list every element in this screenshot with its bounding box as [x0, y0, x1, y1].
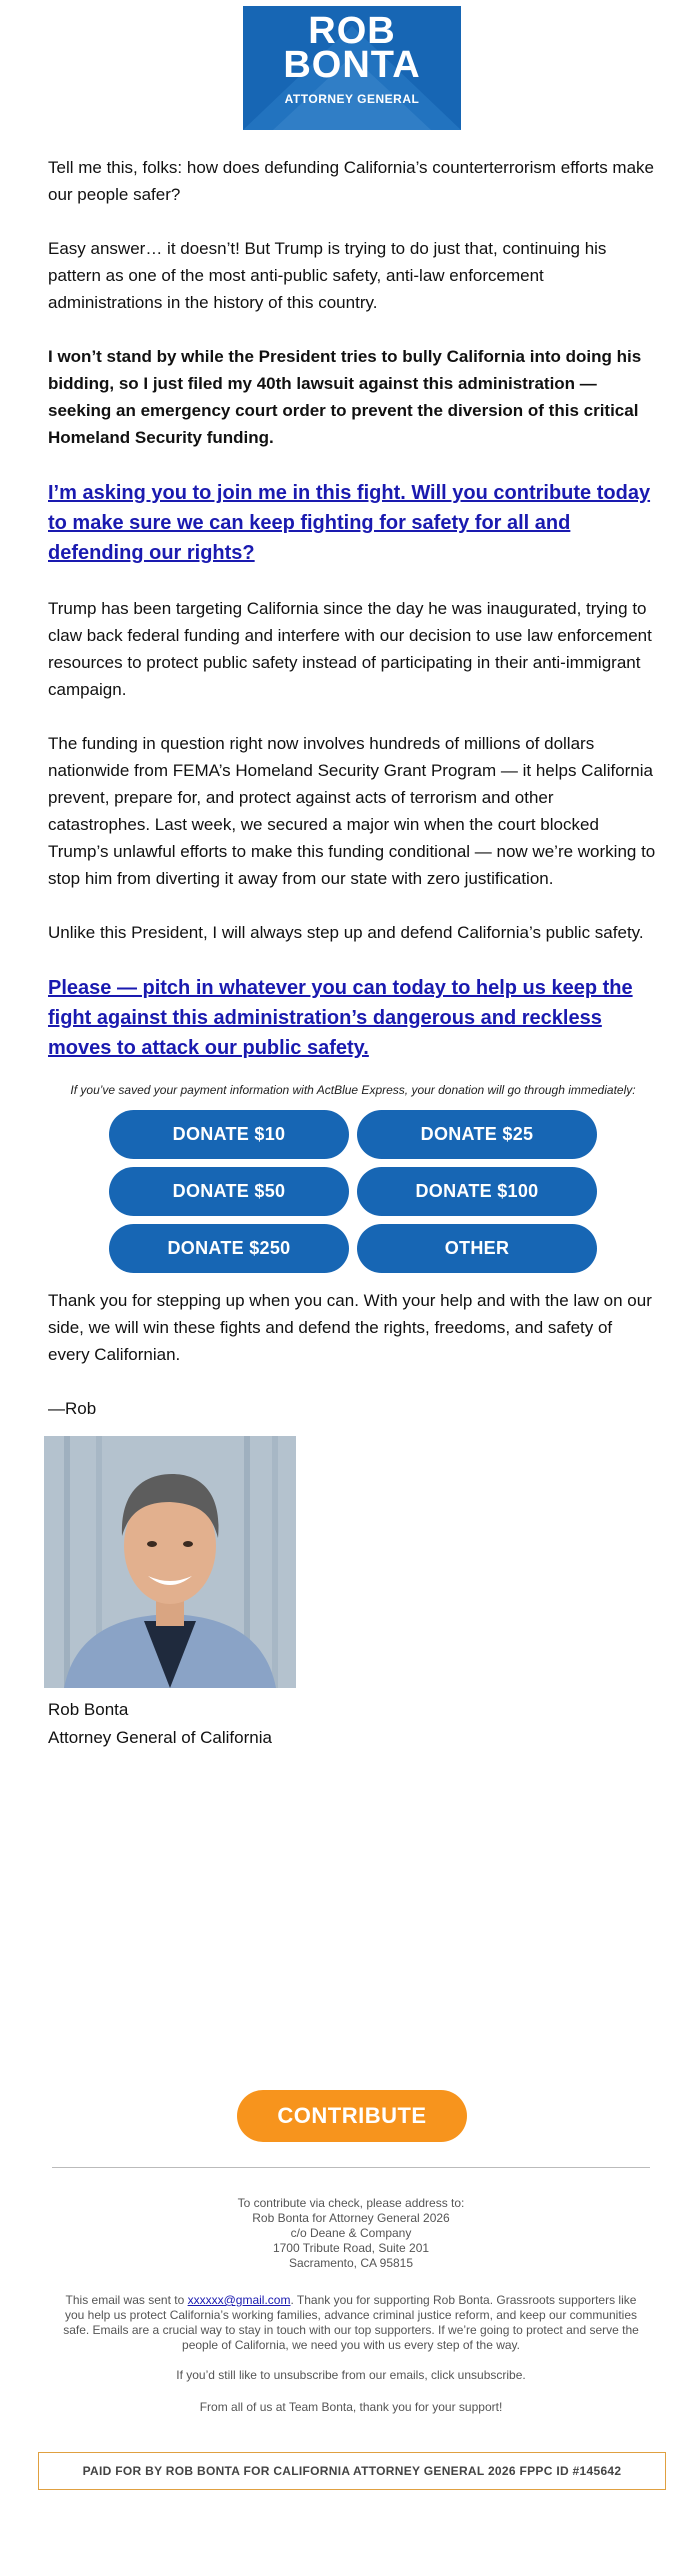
donate-10-button[interactable]: DONATE $10 [109, 1110, 349, 1159]
sent-prefix: This email was sent to [65, 2293, 188, 2307]
check-address-line: 1700 Tribute Road, Suite 201 [272, 2241, 430, 2255]
portrait-illustration [44, 1436, 296, 1688]
body-paragraph-3: I won’t stand by while the President tries to bully California into doing his bidding, so I just filed my 40th lawsuit against this administration — seeking an emergency court order to prevent the diversion of this critical Homeland Security funding. [48, 347, 642, 447]
check-address-line: Sacramento, CA 95815 [288, 2256, 414, 2270]
join-fight-link[interactable]: I’m asking you to join me in this fight. Will you contribute today to make sure we can keep fighting for safety for all and defending our rights? [48, 482, 651, 564]
check-address-block [56, 2196, 646, 2271]
body-paragraph-2: Easy answer… it doesn’t! But Trump is trying to do just that, continuing his pattern as one of the most anti-public safety, anti-law enforcement administrations in the history of this country. [48, 239, 607, 312]
check-address-line: Rob Bonta for Attorney General 2026 [252, 2211, 450, 2225]
logo-line-bonta: BONTA [283, 44, 421, 86]
join-fight-paragraph [48, 478, 658, 568]
contribute-button[interactable]: CONTRIBUTE [237, 2090, 467, 2142]
email-body [48, 154, 658, 1752]
signature-block [48, 1696, 658, 1752]
donate-other-button[interactable]: OTHER [357, 1224, 597, 1273]
team-thanks-text: From all of us at Team Bonta, thank you for your support! [199, 2400, 503, 2414]
rob-bonta-logo [243, 6, 461, 130]
body-paragraph-6: Unlike this President, I will always step up and defend California’s public safety. [48, 923, 644, 942]
pitch-in-link[interactable]: Please — pitch in whatever you can today to help us keep the fight against this administration’s dangerous and reckless moves to attack our public safety. [48, 977, 633, 1059]
signoff: —Rob [48, 1399, 97, 1418]
donate-50-button[interactable]: DONATE $50 [109, 1167, 349, 1216]
body-paragraph-4: Trump has been targeting California since the day he was inaugurated, trying to claw back federal funding and interfere with our decision to use law enforcement resources to protect public safety instead of participating in their anti-immigrant campaign. [48, 599, 652, 699]
actblue-express-note: If you’ve saved your payment information with ActBlue Express, your donation will go through immediately: [70, 1083, 636, 1097]
donate-25-button[interactable]: DONATE $25 [357, 1110, 597, 1159]
body-paragraph-1: Tell me this, folks: how does defunding California’s counterterrorism efforts make our people safer? [48, 158, 654, 204]
signature-title: Attorney General of California [48, 1728, 272, 1747]
email-sent-notice [56, 2293, 646, 2353]
sent-suffix: . Thank you for supporting Rob Bonta. Grassroots supporters like you help us protect California’s working families, advance criminal justice reform, and keep our communities safe. Emails are a crucial way to stay in touch with our top supporters. If we’re going to protect and serve the people of California, we need you with us every step of the way. [63, 2293, 639, 2352]
recipient-email-link[interactable]: xxxxxx@gmail.com [187, 2293, 291, 2307]
paid-for-disclaimer: PAID FOR BY ROB BONTA FOR CALIFORNIA ATTORNEY GENERAL 2026 FPPC ID #145642 [38, 2452, 666, 2490]
logo-line-attorney-general: ATTORNEY GENERAL [284, 92, 420, 106]
body-paragraph-7: Thank you for stepping up when you can. With your help and with the law on our side, we will win these fights and defend the rights, freedoms, and safety of every Californian. [48, 1291, 652, 1364]
check-address-line: To contribute via check, please address to: [237, 2196, 465, 2210]
logo-line-rob: ROB [308, 10, 396, 52]
unsubscribe-text[interactable]: If you’d still like to unsubscribe from our emails, click unsubscribe. [176, 2368, 526, 2382]
donate-250-button[interactable]: DONATE $250 [109, 1224, 349, 1273]
rob-bonta-photo [44, 1436, 296, 1688]
pitch-in-paragraph [48, 973, 658, 1063]
donate-button-grid [48, 1110, 658, 1273]
donate-100-button[interactable]: DONATE $100 [357, 1167, 597, 1216]
footer-divider [52, 2167, 650, 2168]
signature-name: Rob Bonta [48, 1700, 129, 1719]
check-address-line: c/o Deane & Company [290, 2226, 412, 2240]
body-paragraph-5: The funding in question right now involves hundreds of millions of dollars nationwide from FEMA’s Homeland Security Grant Program — it helps California prevent, prepare for, and protect against acts of terrorism and other catastrophes. Last week, we secured a major win when the court blocked Trump’s unlawful efforts to make this funding conditional — now we’re working to stop him from diverting it away from our state with zero justification. [48, 734, 656, 888]
